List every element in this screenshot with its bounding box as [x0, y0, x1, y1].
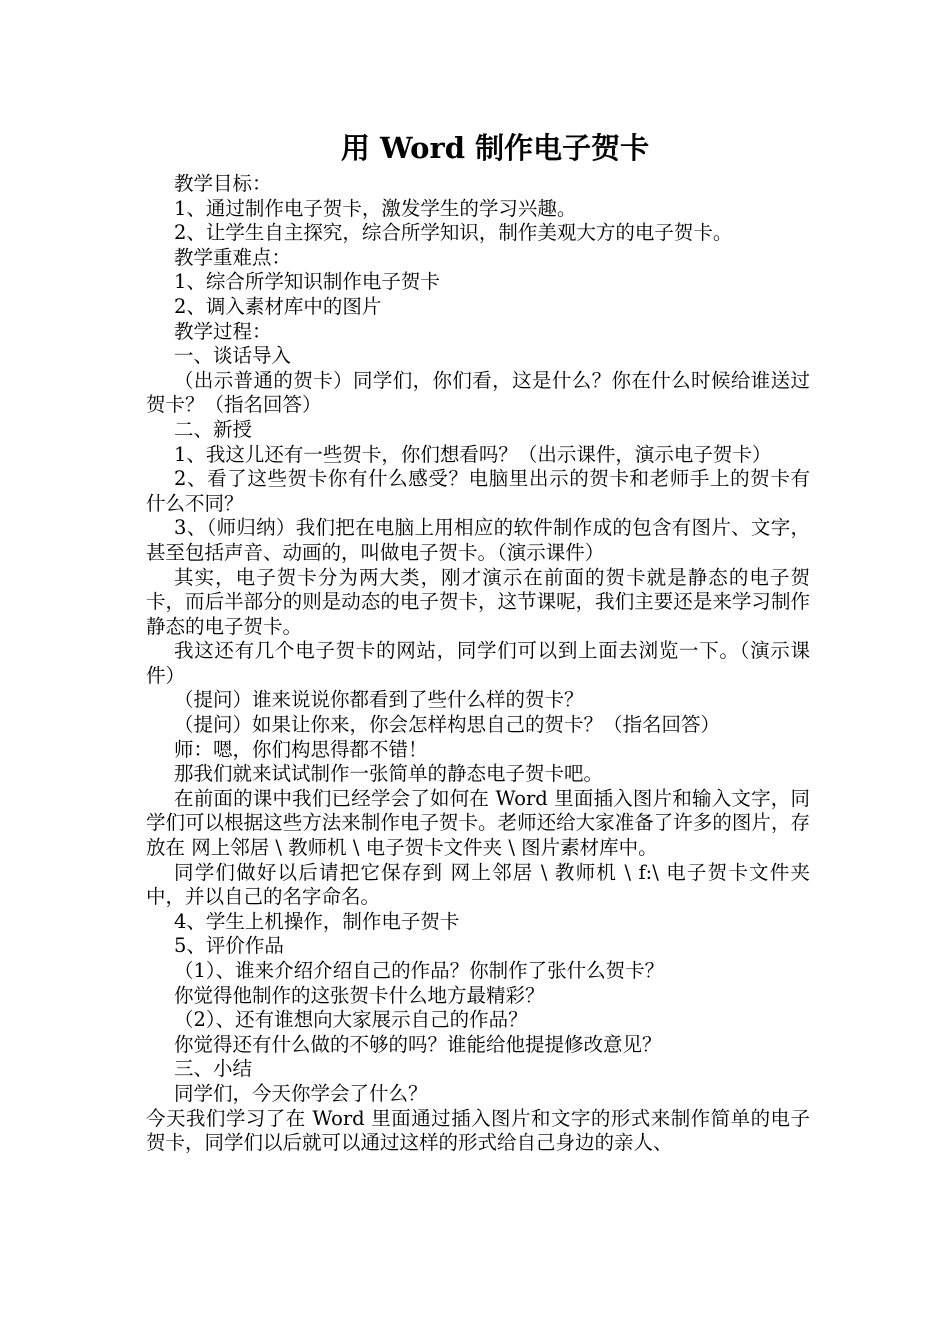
document-title: 用 Word 制作电子贺卡: [340, 131, 650, 165]
paragraph: 二、新授: [174, 417, 253, 441]
paragraph: 1、我这儿还有一些贺卡，你们想看吗？（出示课件，演示电子贺卡）: [174, 442, 772, 466]
paragraph: （提问）如果让你来，你会怎样构思自己的贺卡？（指名回答）: [174, 713, 721, 737]
paragraph: 1、综合所学知识制作电子贺卡: [174, 270, 440, 294]
paragraph: 同学们，今天你学会了什么？: [174, 1081, 428, 1105]
paragraph: （1）、谁来介绍介绍自己的作品？你制作了张什么贺卡？: [174, 959, 665, 982]
paragraph: 2、调入素材库中的图片: [174, 294, 382, 318]
paragraph: 教学重难点：: [174, 245, 292, 269]
paragraph: 5、评价作品: [174, 934, 284, 958]
paragraph: 4、学生上机操作，制作电子贺卡: [174, 909, 460, 933]
paragraph: 教学目标：: [174, 172, 272, 195]
paragraph: 那我们就来试试制作一张简单的静态电子贺卡吧。: [174, 762, 604, 786]
paragraph: 2、看了这些贺卡你有什么感受？电脑里出示的贺卡和老师手上的贺卡有什么不同？: [146, 467, 810, 515]
document-body: [146, 172, 810, 1156]
paragraph: 一、谈话导入: [174, 344, 292, 368]
paragraph: 教学过程：: [174, 319, 272, 343]
paragraph: （2）、还有谁想向大家展示自己的作品？: [174, 1008, 528, 1032]
paragraph: 其实，电子贺卡分为两大类，刚才演示在前面的贺卡就是静态的电子贺卡，而后半部分的则是动态的电子贺卡，这节课呢，我们主要还是来学习制作静态的电子贺卡。: [146, 565, 810, 638]
paragraph: 我这还有几个电子贺卡的网站，同学们可以到上面去浏览一下。（演示课件）: [146, 639, 810, 687]
paragraph: 在前面的课中我们已经学会了如何在 Word 里面插入图片和输入文字，同学们可以根据这些方法来制作电子贺卡。老师还给大家准备了许多的图片，存放在 网上邻居 \ 教师机 \ 电子贺卡文件夹 \ 图片素材库中。: [146, 786, 810, 860]
paragraph: 同学们做好以后请把它保存到 网上邻居 \ 教师机 \ f:\ 电子贺卡文件夹 中，并以自己的名字命名。: [146, 860, 810, 909]
paragraph: 1、通过制作电子贺卡，激发学生的学习兴趣。: [174, 196, 577, 220]
paragraph: 今天我们学习了在 Word 里面通过插入图片和文字的形式来制作简单的电子贺卡，同学们以后就可以通过这样的形式给自己身边的亲人、: [146, 1106, 810, 1155]
paragraph: 你觉得还有什么做的不够的吗？谁能给他提提修改意见？: [174, 1032, 662, 1056]
paragraph: 三、小结: [174, 1057, 253, 1081]
paragraph: （提问）谁来说说你都看到了些什么样的贺卡？: [174, 688, 584, 712]
paragraph: （出示普通的贺卡）同学们，你们看，这是什么？你在什么时候给谁送过贺卡？（指名回答）: [146, 368, 810, 417]
paragraph: 3、（师归纳）我们把在电脑上用相应的软件制作成的包含有图片、文字，甚至包括声音、动画的，叫做电子贺卡。（演示课件）: [146, 516, 810, 564]
paragraph: 2、让学生自主探究，综合所学知识，制作美观大方的电子贺卡。: [174, 221, 733, 245]
paragraph: 师：嗯，你们构思得都不错！: [174, 737, 428, 761]
paragraph: 你觉得他制作的这张贺卡什么地方最精彩？: [174, 983, 545, 1007]
